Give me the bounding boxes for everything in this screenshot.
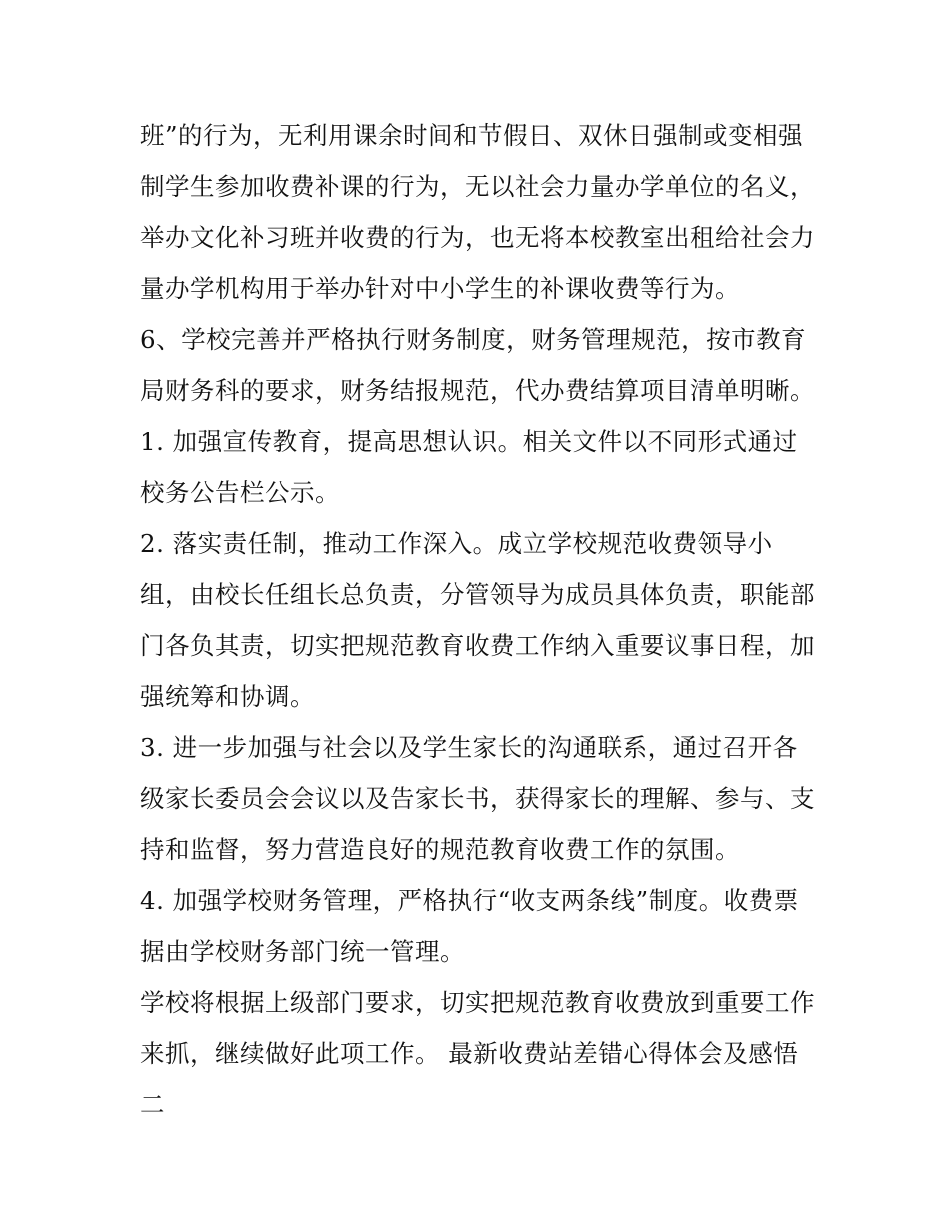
text-line: 制学生参加收费补课的行为，无以社会力量办学单位的名义，	[140, 172, 815, 201]
text-line: 2. 落实责任制，推动工作深入。成立学校规范收费领导小	[140, 529, 773, 558]
text-line: 局财务科的要求，财务结报规范，代办费结算项目清单明晰。	[140, 376, 815, 405]
text-line: 4. 加强学校财务管理，严格执行“收支两条线”制度。收费票	[140, 886, 799, 915]
document-body	[140, 110, 820, 1130]
text-line: 3. 进一步加强与社会以及学生家长的沟通联系，通过召开各	[140, 733, 798, 762]
text-line: 量办学机构用于举办针对中小学生的补课收费等行为。	[140, 274, 740, 303]
text-line: 二	[140, 1090, 165, 1119]
text-line: 强统筹和协调。	[140, 682, 315, 711]
text-line: 级家长委员会会议以及告家长书，获得家长的理解、参与、支	[140, 784, 815, 813]
text-line: 来抓，继续做好此项工作。 最新收费站差错心得体会及感悟	[140, 1039, 799, 1068]
text-line: 学校将根据上级部门要求，切实把规范教育收费放到重要工作	[140, 988, 815, 1017]
text-line: 持和监督，努力营造良好的规范教育收费工作的氛围。	[140, 835, 740, 864]
text-line: 组，由校长任组长总负责，分管领导为成员具体负责，职能部	[140, 580, 815, 609]
text-line: 据由学校财务部门统一管理。	[140, 937, 465, 966]
text-line: 班”的行为，无利用课余时间和节假日、双休日强制或变相强	[140, 121, 804, 150]
text-line: 校务公告栏公示。	[140, 478, 340, 507]
text-line: 1. 加强宣传教育，提高思想认识。相关文件以不同形式通过	[140, 427, 798, 456]
text-line: 6、学校完善并严格执行财务制度，财务管理规范，按市教育	[140, 325, 807, 354]
text-line: 举办文化补习班并收费的行为，也无将本校教室出租给社会力	[140, 223, 815, 252]
text-line: 门各负其责，切实把规范教育收费工作纳入重要议事日程，加	[140, 631, 815, 660]
